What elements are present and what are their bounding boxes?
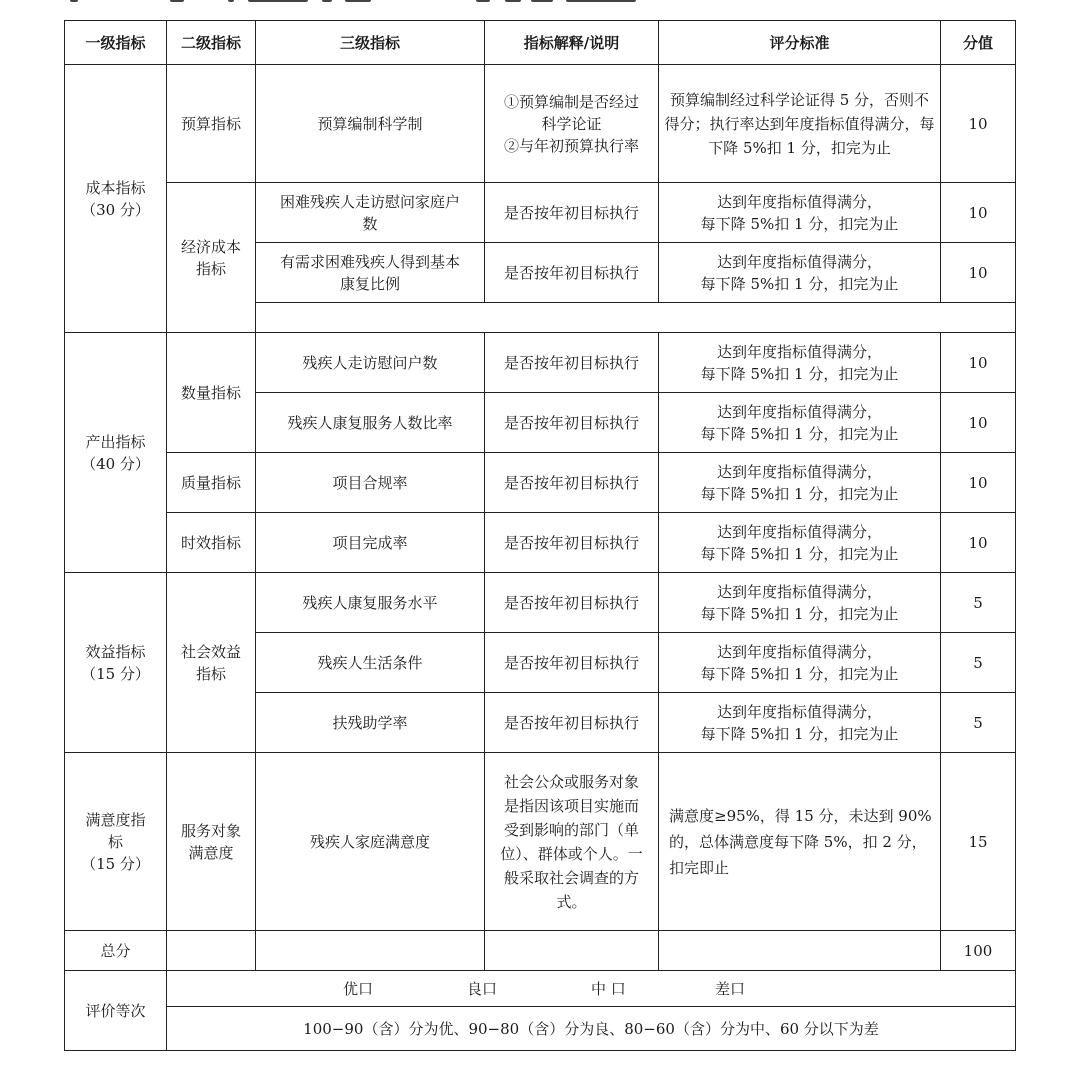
table-row xyxy=(65,573,1016,633)
explanation-cell: 是否按年初目标执行 xyxy=(485,183,659,243)
group-benefit: 效益指标 （15 分） xyxy=(65,573,167,753)
cropped-title-line xyxy=(0,0,1078,6)
group-cost: 成本指标 （30 分） xyxy=(65,65,167,333)
blank-cell xyxy=(167,931,256,971)
group-output: 产出指标 （40 分） xyxy=(65,333,167,573)
score-cell: 10 xyxy=(941,65,1016,183)
header-level1: 一级指标 xyxy=(65,21,167,65)
rating-criteria-row xyxy=(65,1007,1016,1051)
level2-timeliness: 时效指标 xyxy=(167,513,256,573)
rating-option-good[interactable]: 良口 xyxy=(467,979,498,998)
explanation-cell: 是否按年初目标执行 xyxy=(485,333,659,393)
header-level2: 二级指标 xyxy=(167,21,256,65)
standard-cell: 达到年度指标值得满分， 每下降 5%扣 1 分，扣完为止 xyxy=(659,393,941,453)
explanation-cell: 是否按年初目标执行 xyxy=(485,513,659,573)
table-row xyxy=(65,453,1016,513)
standard-cell: 满意度≥95%，得 15 分，未达到 90%的，总体满意度每下降 5%，扣 2 分，扣完即止 xyxy=(659,753,941,931)
rating-option-poor[interactable]: 差口 xyxy=(715,979,746,998)
rating-options xyxy=(167,971,1016,1007)
standard-cell: 预算编制经过科学论证得 5 分，否则不得分；执行率达到年度指标值得满分，每下降 5%扣 1 分，扣完为止 xyxy=(659,65,941,183)
header-level3: 三级指标 xyxy=(256,21,485,65)
standard-cell: 达到年度指标值得满分， 每下降 5%扣 1 分，扣完为止 xyxy=(659,573,941,633)
header-standard: 评分标准 xyxy=(659,21,941,65)
score-cell: 15 xyxy=(941,753,1016,931)
standard-cell: 达到年度指标值得满分， 每下降 5%扣 1 分，扣完为止 xyxy=(659,243,941,303)
score-cell: 5 xyxy=(941,633,1016,693)
rating-criteria: 100−90（含）分为优、90−80（含）分为良、80−60（含）分为中、60 分以下为差 xyxy=(167,1007,1016,1051)
explanation-cell: 是否按年初目标执行 xyxy=(485,243,659,303)
score-cell: 10 xyxy=(941,393,1016,453)
level2-social-benefit: 社会效益 指标 xyxy=(167,573,256,753)
rating-option-medium[interactable]: 中 口 xyxy=(591,979,626,998)
rating-label: 评价等次 xyxy=(65,971,167,1051)
total-score: 100 xyxy=(941,931,1016,971)
level3-cell: 项目合规率 xyxy=(256,453,485,513)
level2-budget: 预算指标 xyxy=(167,65,256,183)
explanation-cell: 是否按年初目标执行 xyxy=(485,453,659,513)
blank-cell xyxy=(659,931,941,971)
score-cell: 10 xyxy=(941,453,1016,513)
blank-cell xyxy=(485,931,659,971)
explanation-cell: 是否按年初目标执行 xyxy=(485,633,659,693)
score-cell: 5 xyxy=(941,573,1016,633)
blank-cell xyxy=(256,303,1016,333)
score-cell: 10 xyxy=(941,513,1016,573)
level2-quality: 质量指标 xyxy=(167,453,256,513)
performance-evaluation-table xyxy=(64,20,1016,1051)
standard-cell: 达到年度指标值得满分， 每下降 5%扣 1 分，扣完为止 xyxy=(659,333,941,393)
header-explanation: 指标解释/说明 xyxy=(485,21,659,65)
level3-cell: 项目完成率 xyxy=(256,513,485,573)
standard-cell: 达到年度指标值得满分， 每下降 5%扣 1 分，扣完为止 xyxy=(659,513,941,573)
header-score: 分值 xyxy=(941,21,1016,65)
rating-option-excellent[interactable]: 优口 xyxy=(343,979,374,998)
standard-cell: 达到年度指标值得满分， 每下降 5%扣 1 分，扣完为止 xyxy=(659,453,941,513)
blank-cell xyxy=(256,931,485,971)
rating-row xyxy=(65,971,1016,1007)
score-cell: 10 xyxy=(941,183,1016,243)
table-row xyxy=(65,333,1016,393)
level2-economic-cost: 经济成本 指标 xyxy=(167,183,256,333)
level3-cell: 扶残助学率 xyxy=(256,693,485,753)
explanation-cell: 是否按年初目标执行 xyxy=(485,573,659,633)
table-row xyxy=(65,183,1016,243)
level2-service-satisfaction: 服务对象 满意度 xyxy=(167,753,256,931)
explanation-cell: 社会公众或服务对象 是指因该项目实施而 受到影响的部门（单 位）、群体或个人。一 般采取社会调查的方 式。 xyxy=(485,753,659,931)
standard-cell: 达到年度指标值得满分， 每下降 5%扣 1 分，扣完为止 xyxy=(659,633,941,693)
total-row xyxy=(65,931,1016,971)
level3-cell: 有需求困难残疾人得到基本 康复比例 xyxy=(256,243,485,303)
level2-quantity: 数量指标 xyxy=(167,333,256,453)
table-row xyxy=(65,513,1016,573)
score-cell: 10 xyxy=(941,333,1016,393)
standard-cell: 达到年度指标值得满分， 每下降 5%扣 1 分，扣完为止 xyxy=(659,693,941,753)
standard-cell: 达到年度指标值得满分， 每下降 5%扣 1 分，扣完为止 xyxy=(659,183,941,243)
header-row xyxy=(65,21,1016,65)
level3-cell: 残疾人康复服务人数比率 xyxy=(256,393,485,453)
explanation-cell: 是否按年初目标执行 xyxy=(485,393,659,453)
explanation-cell: ①预算编制是否经过 科学论证 ②与年初预算执行率 xyxy=(485,65,659,183)
explanation-cell: 是否按年初目标执行 xyxy=(485,693,659,753)
table-row xyxy=(65,65,1016,183)
table-row xyxy=(65,753,1016,931)
level3-cell: 残疾人家庭满意度 xyxy=(256,753,485,931)
score-cell: 10 xyxy=(941,243,1016,303)
level3-cell: 残疾人生活条件 xyxy=(256,633,485,693)
level3-cell: 残疾人走访慰问户数 xyxy=(256,333,485,393)
level3-cell: 困难残疾人走访慰问家庭户 数 xyxy=(256,183,485,243)
level3-cell: 残疾人康复服务水平 xyxy=(256,573,485,633)
group-satisfaction: 满意度指 标 （15 分） xyxy=(65,753,167,931)
level3-cell: 预算编制科学制 xyxy=(256,65,485,183)
score-cell: 5 xyxy=(941,693,1016,753)
total-label: 总分 xyxy=(65,931,167,971)
